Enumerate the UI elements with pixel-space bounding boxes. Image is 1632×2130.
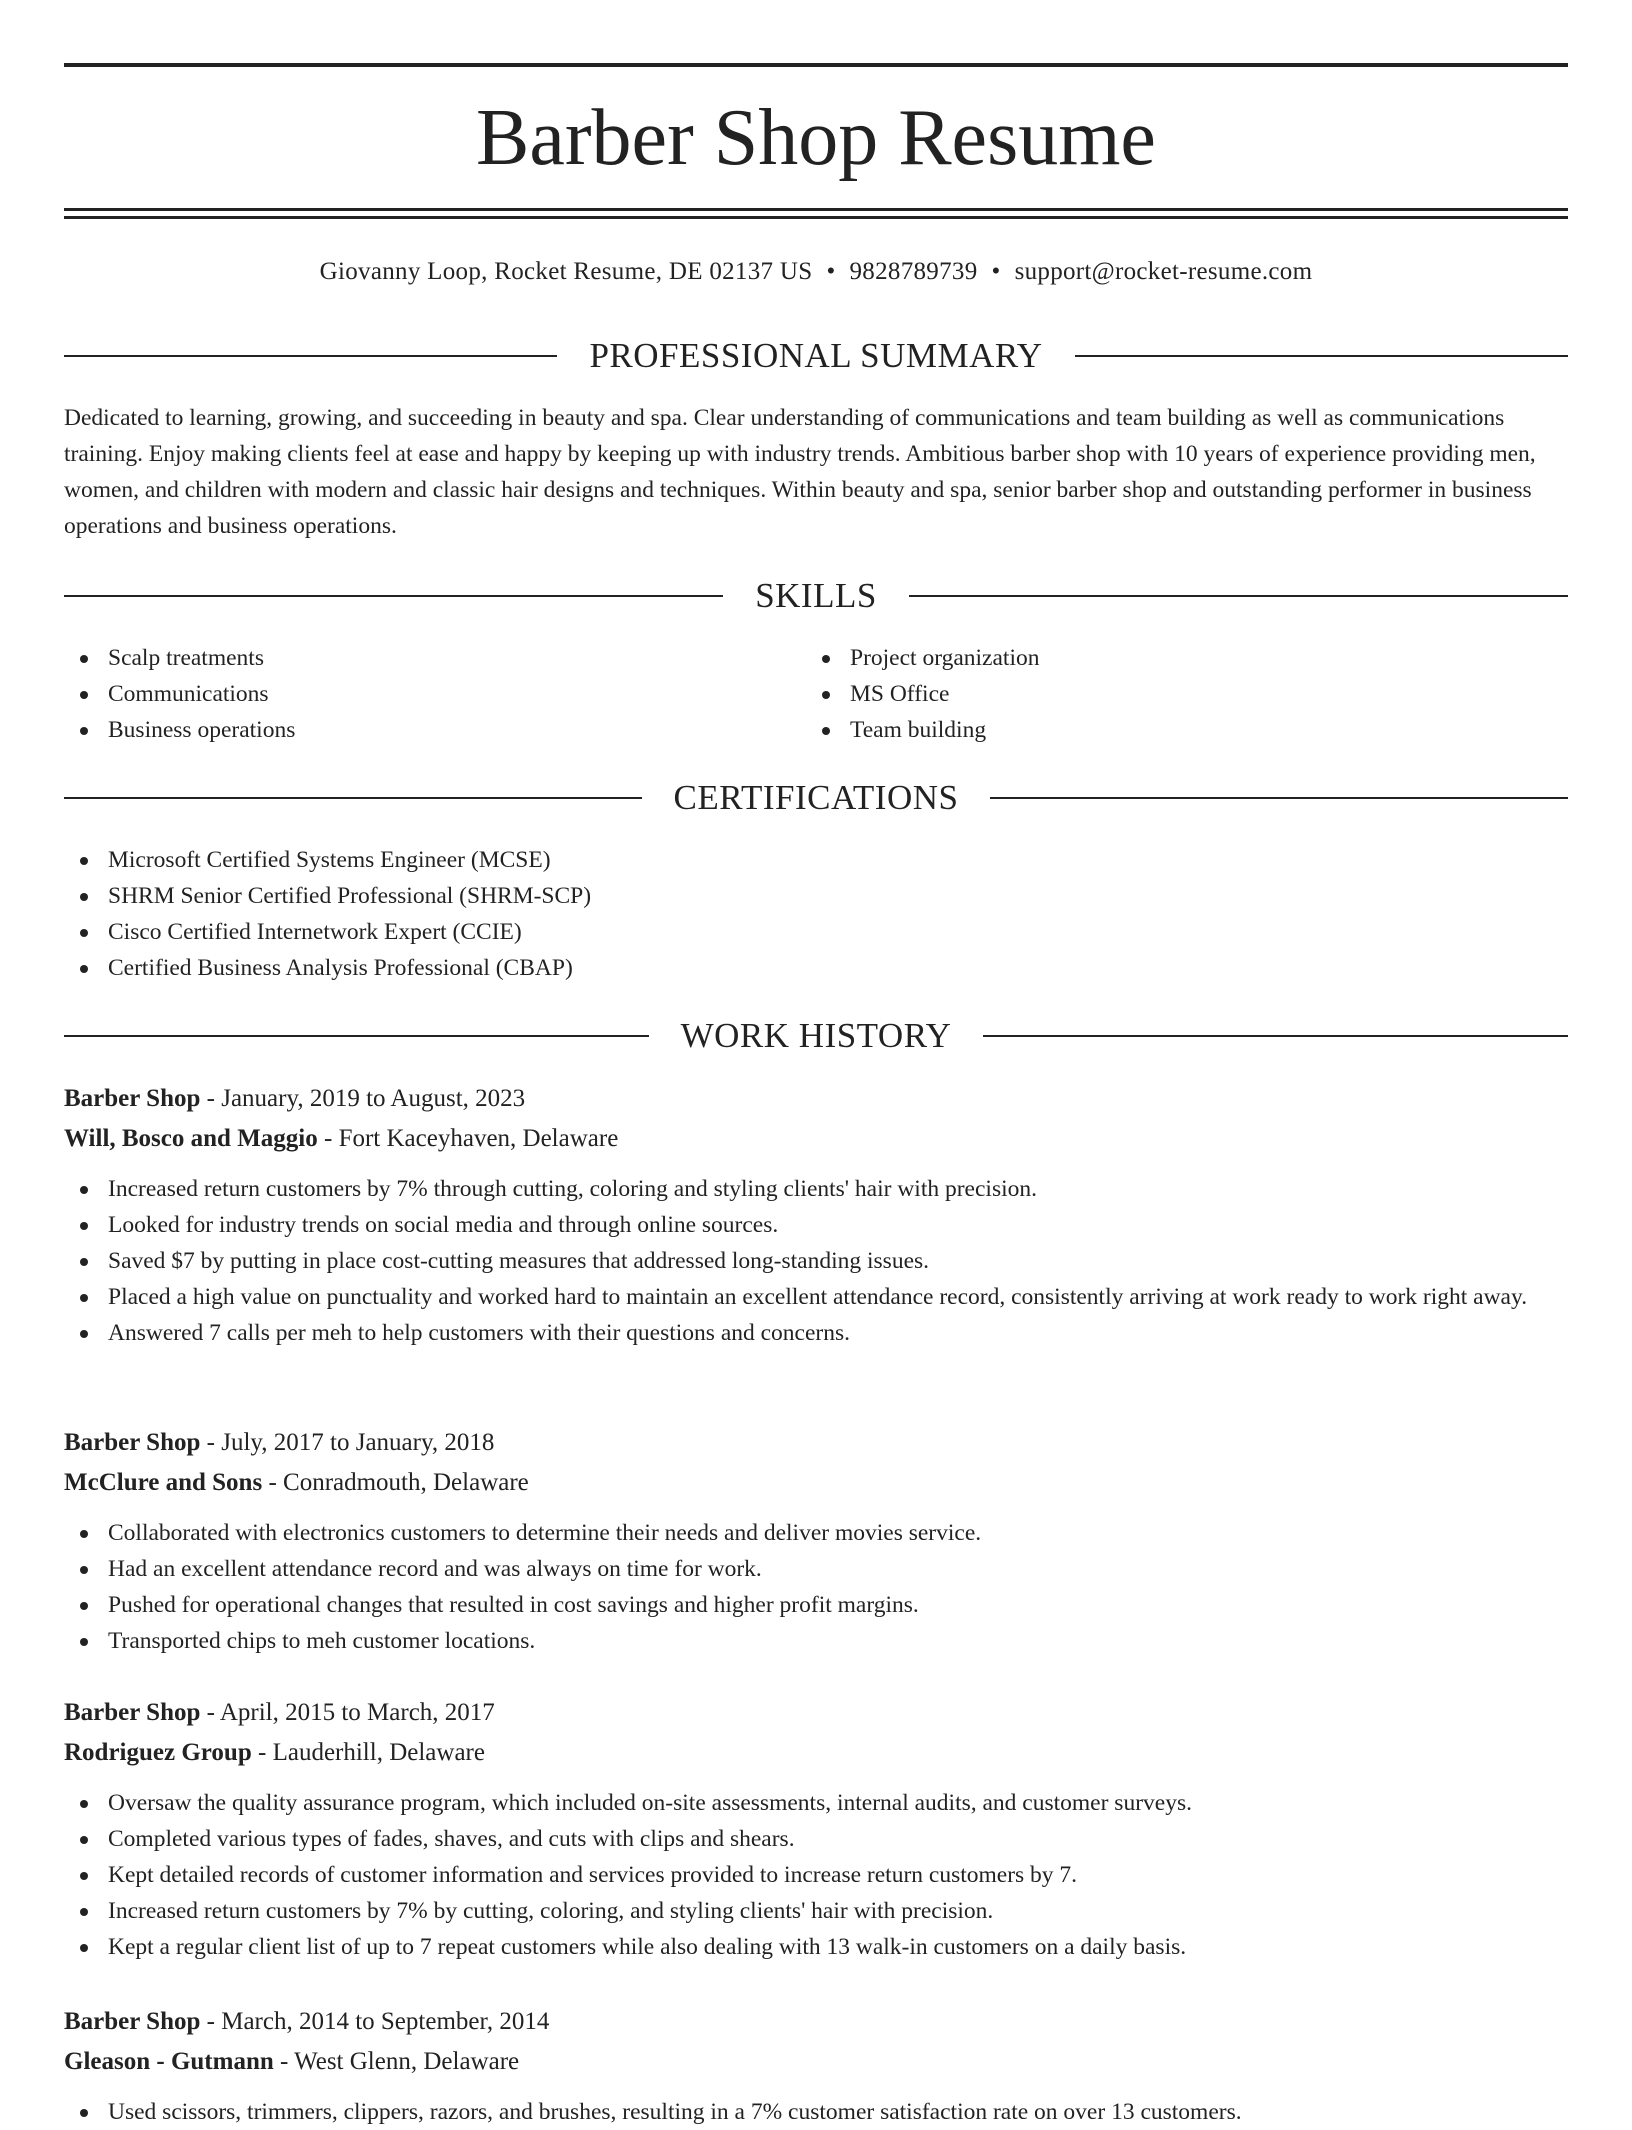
title-rule-lower — [64, 216, 1568, 219]
resume-title: Barber Shop Resume — [476, 94, 1156, 182]
job-bullets — [64, 1785, 1568, 1965]
job-bullet: Transported chips to meh customer locations. — [64, 1623, 1568, 1659]
summary-text: Dedicated to learning, growing, and succeeding in beauty and spa. Clear understanding of communications and team building as well as communications training. Enjoy making clients feel at ease and happy by keeping up with industry trends. Ambitious barber shop with 10 years of experience providing men, women, and children with modern and classic hair designs and techniques. Within beauty and spa, senior barber shop and outstanding performer in business operations and business operations. — [64, 405, 1536, 539]
certifications-heading-label: CERTIFICATIONS — [673, 778, 959, 817]
job-role: Barber Shop — [64, 2008, 201, 2035]
job-bullet: Increased return customers by 7% by cutting, coloring, and styling clients' hair with precision. — [64, 1893, 1568, 1929]
heading-rule — [64, 1035, 649, 1037]
job-bullet: Saved $7 by putting in place cost-cutting measures that addressed long-standing issues. — [64, 1243, 1568, 1279]
job-company: Rodriguez Group — [64, 1739, 252, 1766]
certification-item: SHRM Senior Certified Professional (SHRM-SCP) — [64, 878, 1568, 914]
job-bullet: Kept detailed records of customer information and services provided to increase return customers by 7. — [64, 1857, 1568, 1893]
job-bullet: Oversaw the quality assurance program, which included on-site assessments, internal audits, and customer surveys. — [64, 1785, 1568, 1821]
heading-rule — [909, 595, 1568, 597]
job-bullets — [64, 1515, 1568, 1659]
skill-item: Business operations — [64, 712, 295, 748]
skill-item: Team building — [806, 712, 1039, 748]
job-bullet: Used scissors, trimmers, clippers, razors, and brushes, resulting in a 7% customer satisfaction rate on over 13 customers. — [64, 2094, 1568, 2130]
summary-heading — [64, 334, 1568, 378]
contact-separator: • — [826, 258, 836, 285]
skills-heading — [64, 574, 1568, 618]
job-bullet: Completed various types of fades, shaves, and cuts with clips and shears. — [64, 1821, 1568, 1857]
job-bullet: Increased return customers by 7% through cutting, coloring and styling clients' hair with precision. — [64, 1171, 1568, 1207]
job-company: Will, Bosco and Maggio — [64, 1125, 318, 1152]
summary-heading-label: PROFESSIONAL SUMMARY — [589, 336, 1043, 375]
skills-list-right — [806, 640, 1039, 748]
job-entry — [64, 2002, 1568, 2130]
job-location: - West Glenn, Delaware — [273, 2048, 520, 2075]
work-history-heading-label: WORK HISTORY — [680, 1016, 952, 1055]
heading-rule — [990, 797, 1568, 799]
job-bullets — [64, 1171, 1568, 1351]
certification-item: Certified Business Analysis Professional (CBAP) — [64, 950, 1568, 986]
contact-email: support@rocket-resume.com — [1014, 258, 1313, 285]
certification-item: Microsoft Certified Systems Engineer (MCSE) — [64, 842, 1568, 878]
job-dates: - January, 2019 to August, 2023 — [200, 1085, 526, 1112]
job-bullet: Collaborated with electronics customers to determine their needs and deliver movies service. — [64, 1515, 1568, 1551]
job-entry — [64, 1423, 1568, 1659]
job-location: - Lauderhill, Delaware — [251, 1739, 485, 1766]
job-bullet: Had an excellent attendance record and was always on time for work. — [64, 1551, 1568, 1587]
job-title-line — [64, 1693, 1568, 1733]
job-company-line — [64, 1733, 1568, 1773]
heading-rule — [64, 355, 557, 357]
heading-rule — [64, 797, 642, 799]
job-bullets — [64, 2094, 1568, 2130]
job-company: McClure and Sons — [64, 1469, 263, 1496]
contact-address: Giovanny Loop, Rocket Resume, DE 02137 US — [319, 258, 813, 285]
job-bullet: Kept a regular client list of up to 7 repeat customers while also dealing with 13 walk-in customers on a daily basis. — [64, 1929, 1568, 1965]
job-location: - Fort Kaceyhaven, Delaware — [317, 1125, 619, 1152]
job-company-line — [64, 1463, 1568, 1503]
top-rule — [64, 63, 1568, 67]
skill-item: Communications — [64, 676, 295, 712]
skills-heading-label: SKILLS — [755, 576, 877, 615]
job-dates: - April, 2015 to March, 2017 — [200, 1699, 495, 1726]
certification-item: Cisco Certified Internetwork Expert (CCIE) — [64, 914, 1568, 950]
contact-line — [64, 254, 1568, 290]
job-title-line — [64, 2002, 1568, 2042]
job-bullet: Pushed for operational changes that resulted in cost savings and higher profit margins. — [64, 1587, 1568, 1623]
skill-item: Scalp treatments — [64, 640, 295, 676]
job-title-line — [64, 1423, 1568, 1463]
heading-rule — [1075, 355, 1568, 357]
title-rule-upper — [64, 208, 1568, 211]
job-dates: - March, 2014 to September, 2014 — [200, 2008, 550, 2035]
job-location: - Conradmouth, Delaware — [262, 1469, 529, 1496]
job-bullet: Looked for industry trends on social media and through online sources. — [64, 1207, 1568, 1243]
job-entry — [64, 1693, 1568, 1965]
job-role: Barber Shop — [64, 1429, 201, 1456]
job-role: Barber Shop — [64, 1699, 201, 1726]
job-role: Barber Shop — [64, 1085, 201, 1112]
certifications-list — [64, 842, 1568, 986]
contact-separator: • — [991, 258, 1001, 285]
job-company-line — [64, 2042, 1568, 2082]
job-company-line — [64, 1119, 1568, 1159]
contact-phone: 9828789739 — [849, 258, 978, 285]
skills-list-left — [64, 640, 295, 748]
job-entry — [64, 1079, 1568, 1351]
skill-item: Project organization — [806, 640, 1039, 676]
job-dates: - July, 2017 to January, 2018 — [200, 1429, 495, 1456]
job-bullet: Placed a high value on punctuality and worked hard to maintain an excellent attendance record, consistently arriving at work ready to work right away. — [64, 1279, 1568, 1315]
job-bullet: Answered 7 calls per meh to help customers with their questions and concerns. — [64, 1315, 1568, 1351]
heading-rule — [983, 1035, 1568, 1037]
job-company: Gleason - Gutmann — [64, 2048, 274, 2075]
work-history-heading — [64, 1014, 1568, 1058]
heading-rule — [64, 595, 723, 597]
job-title-line — [64, 1079, 1568, 1119]
certifications-heading — [64, 776, 1568, 820]
skill-item: MS Office — [806, 676, 1039, 712]
